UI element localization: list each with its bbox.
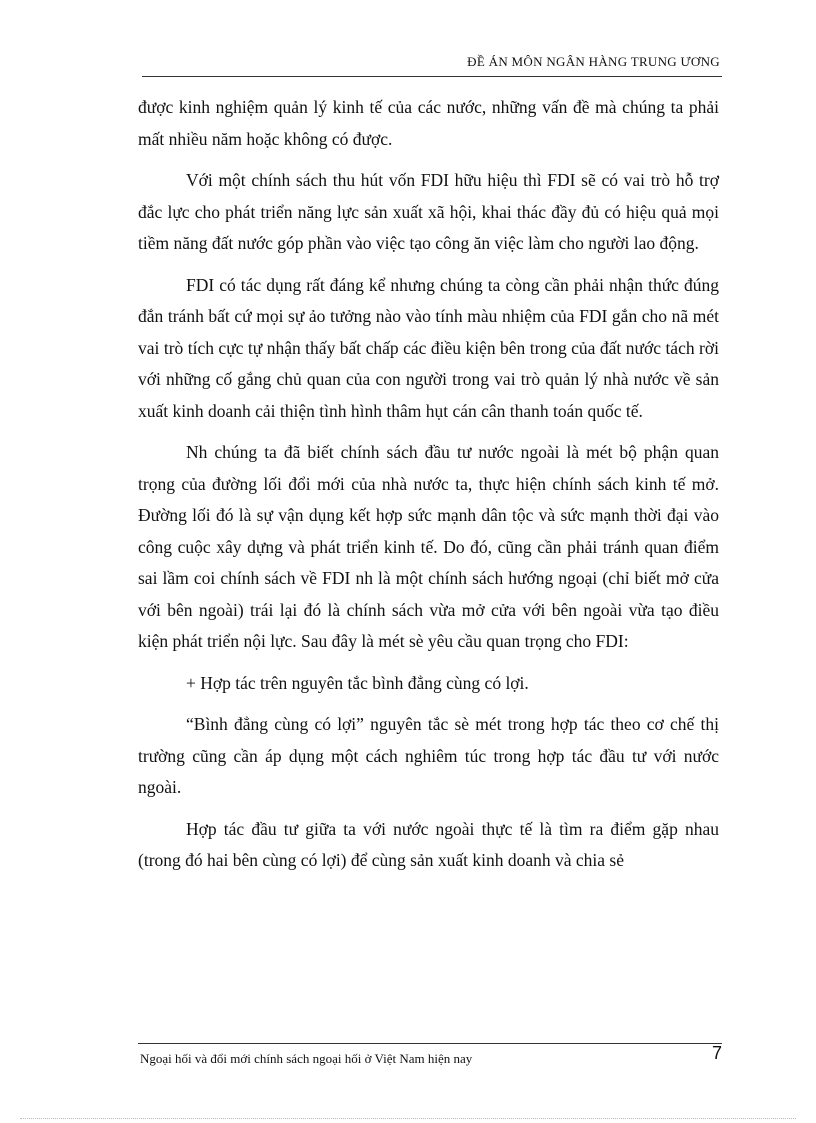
paragraph: “Bình đẳng cùng có lợi” nguyên tắc sè mét trong hợp tác theo cơ chế thị trường cũng cần áp dụng một cách nghiêm túc trong hợp tác đầu tư với nước ngoài. [138,714,719,797]
page-boundary [20,1118,796,1119]
running-header: ĐỀ ÁN MÔN NGÂN HÀNG TRUNG ƯƠNG [467,54,720,69]
footer-divider [138,1043,722,1044]
bullet-paragraph: + Hợp tác trên nguyên tắc bình đẳng cùng có lợi. [186,672,529,693]
header-divider [142,76,722,77]
paragraph: Với một chính sách thu hút vốn FDI hữu hiệu thì FDI sẽ có vai trò hỗ trợ đắc lực cho phát triển năng lực sản xuất xã hội, khai thác đầy đủ có hiệu quả mọi tiềm năng đất nước góp phần vào việc tạo công ăn việc làm cho người lao động. [138,170,719,253]
body-text [138,92,719,887]
paragraph: Hợp tác đầu tư giữa ta với nước ngoài thực tế là tìm ra điểm gặp nhau (trong đó hai bên cùng có lợi) để cùng sản xuất kinh doanh và chia sẻ [138,818,719,870]
paragraph-continued: được kinh nghiệm quản lý kinh tế của các nước, những vấn đề mà chúng ta phải mất nhiều năm hoặc không có được. [138,97,719,149]
running-footer: Ngoại hối và đổi mới chính sách ngoại hối ở Việt Nam hiện nay [140,1051,473,1066]
paragraph: Nh chúng ta đã biết chính sách đầu tư nước ngoài là mét bộ phận quan trọng của đường lối đổi mới của nhà nước ta, thực hiện chính sách kinh tế mở. Đường lối đó là sự vận dụng kết hợp sức mạnh dân tộc và sức mạnh thời đại vào công cuộc xây dựng và phát triển kinh tế. Do đó, cũng cần phải tránh quan điểm sai lầm coi chính sách về FDI nh là một chính sách hướng ngoại (chỉ biết mở cửa với bên ngoài) trái lại đó là chính sách vừa mở cửa với bên ngoài vừa tạo điều kiện phát triển nội lực. Sau đây là mét sè yêu cầu quan trọng cho FDI: [138,442,719,651]
paragraph: FDI có tác dụng rất đáng kể nhưng chúng ta còng cần phải nhận thức đúng đắn tránh bất cứ mọi sự ảo tưởng nào vào tính màu nhiệm của FDI gắn cho nã mét vai trò tích cực tự nhận thấy bất chấp các điều kiện bên trong của đất nước tách rời với những cố gắng chủ quan của con người trong vai trò quản lý nhà nước về sản xuất kinh doanh cải thiện tình hình thâm hụt cán cân thanh toán quốc tế. [138,274,719,421]
page-number: 7 [712,1043,723,1063]
